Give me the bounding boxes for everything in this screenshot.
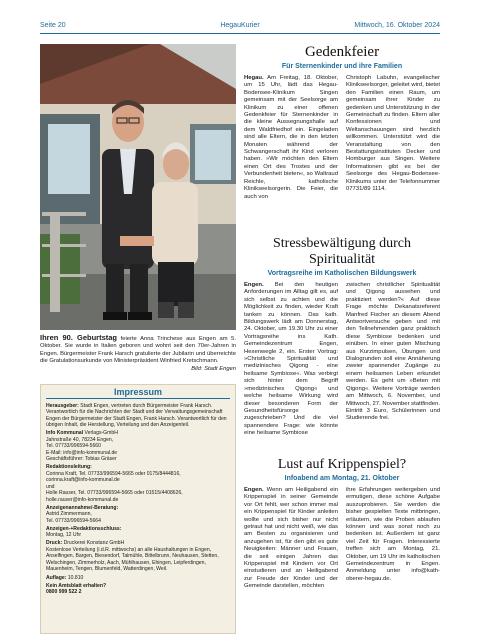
birthday-photo: [40, 44, 236, 330]
article-dateline: Hegau.: [244, 75, 264, 81]
publisher-phone: Tel. 07733/996594-5660: [46, 443, 101, 450]
druck-text: Druckerei Konstanz GmbH: [63, 540, 125, 547]
article-text-1: Am Freitag, 18. Oktober, um 15 Uhr, lädt das Hegau-Bodensee-Klinikum Singen gemeinsam mit der Seelsorge am Klinikum zu einer offenen Gedenkfeier für Sternenkinder in die kleine Aussegnungshalle auf dem Waldfriedhof ein. Eingeladen sind alle Eltern, die in den letzten Monaten während der Schwangerschaft ihr Kind verloren haben. »Wir möchten den Eltern einen Ort des Trostes und der Verbundenheit bieten«, so Waltraud Reichle, katholische Klinikseelsorgerin. Die Feier, die auch von: [244, 75, 338, 200]
caption-text: feierte Anna Trinchese aus Engen am 5. Oktober. Sie wurde in Italien geboren und wohnt seit den 70er-Jahren in Engen. Bürgermeister Frank Harsch gratulierte der Jubilarin und überreichte die Gratulationsurkunde von Ministerpräsident Winfried Kretschmann.: [40, 336, 237, 365]
article-headline: Lust auf Krippenspiel?: [277, 457, 407, 472]
publisher-email: E-Mail: info@info-kommunal.de: [46, 449, 118, 456]
article-dateline: Engen.: [244, 487, 264, 493]
article-column-2: [346, 75, 440, 201]
publication-name: HegauKurier: [220, 22, 260, 29]
article-text-2: ihre Erfahrungen weitergeben und ermutigen, diese schöne Aufgabe auszuprobieren. Sie werden die bisher gespielten Texte mitbringen, erläutern, wie die Proben ablaufen können und was sonst noch zu bedenken ist. Außerdem ist ganz viel Zeit für Fragen. Interessierte treffen sich am Montag, 21. Oktober, um 19 Uhr im katholischen Gemeindezentrum in Engen. Anmeldung unter info@kath-oberer-hegau.de.: [346, 487, 440, 582]
caption-headline: Ihren 90. Geburtstag: [40, 333, 118, 342]
redaktion-line-5: holle.rauser@info-kommunal.de: [46, 496, 119, 503]
managing-director: Geschäftsführer: Tobias Gräser: [46, 456, 117, 463]
article-text-1: Wenn am Heiligabend ein Krippenspiel in seiner Gemeinde vor Ort fehlt, wer schon immer mal ein Krippenspiel für Kinder anleiten wollte und sich bisher nur nicht getraut hat und nicht weiß, wie das am Besten zu organisieren und anzugehen ist, für den gibt es gute Neuigkeiten: Männer und Frauen, die seit einigen Jahren das Krippenspiel mit Kindern vor Ort einstudieren und an Heiligabend zur Freude der Kinder und der Gemeinde darstellen, möchten: [244, 487, 338, 590]
anzeigen-line-1: Astrid Zimmermann,: [46, 511, 92, 518]
article-headline: Stressbewältigung durch Spiritualität: [272, 236, 412, 267]
herausgeber-text: Stadt Engen, vertreten durch Bürgermeister Frank Harsch. Verantwortlich für die Nachrichten der Stadt und der Verwaltungsgemeinschaft Engen der Bürgermeister der Stadt Engen, Frank Harsch. Verantwortlich für den übrigen Inhalt, die Herstellung, Verteilung und den Anzeigenteil.: [46, 402, 227, 428]
publisher-text: Verlags-GmbH: [84, 430, 118, 437]
impressum-title: Impressum: [46, 389, 230, 399]
page-number: Seite 20: [40, 22, 66, 29]
anzeigen-line-2: Tel. 07733/996594-5664: [46, 517, 101, 524]
anzeigen-label: Anzeigenannahme/-Beratung:: [46, 504, 119, 511]
deadline-label: Anzeigen-+Redaktionsschluss:: [46, 525, 122, 532]
article-dateline: Engen.: [244, 282, 264, 288]
article-subheadline: Vortragsreihe im Katholischen Bildungswerk: [267, 270, 417, 277]
header-rule: [40, 33, 440, 34]
publisher-address: Jahnstraße 40, 78234 Engen,: [46, 436, 114, 443]
article-subheadline: Infoabend am Montag, 21. Oktober: [284, 475, 400, 482]
deadline-text: Montag, 12 Uhr: [46, 532, 82, 539]
article-column-2: [346, 487, 440, 591]
redaktion-label: Redaktionsleitung:: [46, 464, 92, 471]
article-text-2: zwischen christlicher Spiritualität und Qigong aussehen und praktiziert werden?« Auf diese Frage möchte Dekanatsreferent Manfred Fischer an diesem Abend Antwortversuche geben und mit den Teilnehmenden ganz praktisch diese Symbiose bedenken und einüben. In einer guten Mischung aus Kurzimpulsen, Übungen und Dialogrunden soll eine Annäherung zweier spannender Zugänge zu einem heilsamen Leben erkundet werden. Es geht um »Beten mit Qigong«. Weitere Vorträge werden am Mittwoch, 6. November, und Mittwoch, 27. November stattfinden. Eintritt 3 Euro, Schülerinnen und Studierende frei.: [346, 282, 440, 422]
issue-date: Mittwoch, 16. Oktober 2024: [354, 22, 440, 29]
redaktion-line-2: corinna.kraft@info-kommunal.de: [46, 477, 120, 484]
article-column-1: [244, 487, 338, 591]
page-header: [40, 22, 440, 34]
article-text-2: Christoph Labuhn, evangelischer Klinikseelsorger, geleitet wird, bietet den Familien einen Raum, um gemeinsam ihrer Kinder zu gedenken und Unterstützung in der Gemeinschaft zu finden. Eltern aller Konfessionen und Weltanschauungen sind herzlich willkommen. Unterstützt wird die Veranstaltung von den Bestattungsinstituten Decker und Homburger aus Singen. Weitere Informationen gibt es bei der Seelsorge des Hegau-Bodensee-Klinikums unter der Telefonnummer 07731/89 1114.: [346, 75, 440, 193]
publisher-label: Info Kommunal: [46, 430, 84, 437]
article-column-1: [244, 282, 338, 438]
distribution-text: Kostenlose Verteilung (i.d.R. mittwochs) an alle Haushaltungen in Engen, Anselfingen, Bargen, Biesendorf, Talmühle, Bittelbrunn, Neuhausen, Stetten, Welschingen, Zimmerholz, Aach, Mühlhausen, Ehingen, Leipferdingen, Mauenheim, Tengen, Blumenfeld, Watterdingen, Weil.: [46, 546, 219, 573]
article-column-2: [346, 282, 440, 438]
article-gedenkfeier: [244, 44, 440, 201]
no-paper-label: Kein Amtsblatt erhalten?: [46, 582, 107, 589]
herausgeber-label: Herausgeber:: [46, 402, 79, 409]
druck-label: Druck:: [46, 540, 63, 547]
redaktion-line-1: Corinna Kraft, Tel. 07733/996594-5665 oder 0175/8444816,: [46, 470, 181, 477]
redaktion-line-4: Holle Rauser, Tel. 07733/996594-5665 oder 01515/4408626,: [46, 490, 183, 497]
article-subheadline: Für Sternenkinder und ihre Familien: [281, 63, 403, 70]
photo-caption: [40, 334, 236, 373]
article-text-1: Bei den heutigen Anforderungen im Alltag gilt es, auf sich selbst zu achten und die Möglichkeit zu finden, wieder Kraft tanken zu können. Das kath. Bildungswerk lädt am Donnerstag, 24. Oktober, um 19.30 Uhr zu einer Vortragsreihe ins Kath. Gemeindezentrum Engen, Hexenwegle 2, ein. Erster Vortrag: »Christliche Spiritualität und medizinisches Qigong - eine heilsame Symbiose«. Was verbirgt sich hinter dem Begriff »medizinisches Qigong« und welche heilsame Wirkung wird dieser besonderen Form der Gesundheitsfürsorge zugeschrieben? Und die viel spannendere Frage: wie könnte eine heilsame Symbiose: [244, 282, 338, 437]
auflage-text: 10.810: [67, 574, 84, 581]
impressum-box: [40, 384, 236, 634]
auflage-label: Auflage:: [46, 574, 67, 581]
article-column-1: [244, 75, 338, 201]
photo-credit: Bild: Stadt Engen: [191, 365, 236, 372]
hotline-number: 0800 999 522 2: [46, 589, 82, 596]
article-krippenspiel: [244, 457, 440, 591]
article-headline: Gedenkfeier: [304, 44, 380, 60]
redaktion-line-3: und: [46, 483, 55, 490]
article-stressbewaeltigung: [244, 236, 440, 438]
